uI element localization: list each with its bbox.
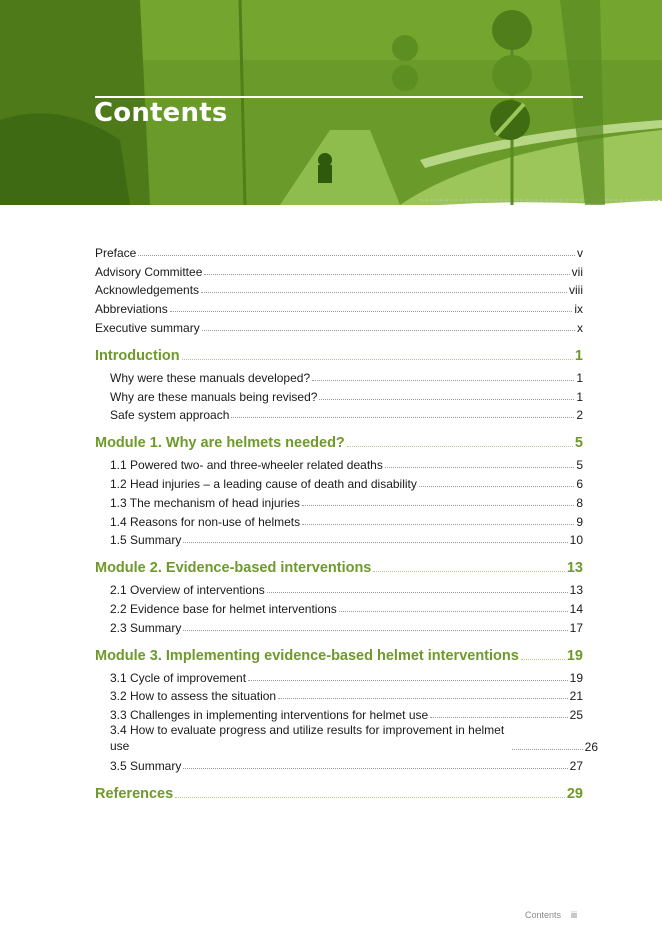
toc-section-label: Module 2. Evidence-based interventions [95, 560, 372, 577]
toc-entry-acknowledgements[interactable] [95, 279, 583, 298]
dot-leader [319, 399, 574, 400]
toc-section-label: References [95, 785, 174, 802]
dot-leader [204, 274, 569, 275]
toc-entry-page: 17 [569, 620, 583, 635]
dot-leader [183, 542, 567, 543]
toc-entry-executive-summary[interactable] [95, 316, 583, 335]
toc-entry[interactable] [95, 616, 583, 635]
dot-leader [183, 768, 567, 769]
toc-entry[interactable] [95, 472, 583, 491]
toc-entry[interactable] [95, 366, 583, 385]
toc-section-page: 13 [566, 560, 583, 577]
toc-entry[interactable] [95, 722, 598, 754]
dot-leader [430, 717, 567, 718]
dot-leader [385, 467, 574, 468]
toc-entry-label: 1.4 Reasons for non-use of helmets [110, 514, 301, 529]
toc-entry-page: 1 [576, 370, 583, 385]
toc-entry[interactable] [95, 703, 583, 722]
dot-leader [302, 505, 574, 506]
toc-entry-page: 14 [569, 601, 583, 616]
toc-entry-label: 1.1 Powered two- and three-wheeler related deaths [110, 458, 383, 473]
toc-entry-label: 3.4 How to evaluate progress and utilize results for improvement in helmet use [110, 723, 505, 754]
toc-entry-label: 1.2 Head injuries – a leading cause of death and disability [110, 476, 417, 491]
toc-entry[interactable] [95, 597, 583, 616]
dot-leader [183, 630, 567, 631]
toc-entry-label: Abbreviations [95, 302, 168, 317]
dot-leader [138, 255, 575, 256]
toc-entry-page: 27 [569, 758, 583, 773]
toc-entry-page: 2 [576, 408, 583, 423]
toc-entry-label: Why were these manuals developed? [110, 370, 311, 385]
table-of-contents [95, 241, 598, 804]
toc-entry-label: Advisory Committee [95, 264, 203, 279]
dot-leader [339, 611, 568, 612]
toc-entry-abbreviations[interactable] [95, 297, 583, 316]
toc-section-label: Module 1. Why are helmets needed? [95, 435, 345, 452]
dot-leader [248, 680, 568, 681]
page-title: Contents [94, 98, 228, 128]
toc-entry[interactable] [95, 385, 583, 404]
toc-entry-page: 26 [584, 740, 598, 755]
toc-entry-page: x [577, 320, 583, 335]
toc-entry[interactable] [95, 453, 583, 472]
dot-leader [175, 797, 565, 798]
toc-entry-label: Preface [95, 245, 137, 260]
toc-section-introduction[interactable] [95, 342, 583, 364]
toc-entry-page: 1 [576, 389, 583, 404]
dot-leader [267, 592, 568, 593]
toc-section-module-2[interactable] [95, 554, 583, 576]
dot-leader [521, 659, 565, 660]
toc-entry-page: 9 [576, 514, 583, 529]
dot-leader [201, 292, 567, 293]
toc-entry-label: 3.3 Challenges in implementing interventions for helmet use [110, 708, 429, 723]
toc-entry-label: 2.2 Evidence base for helmet interventions [110, 601, 337, 616]
toc-entry-label: Executive summary [95, 320, 200, 335]
toc-entry-label: 2.1 Overview of interventions [110, 583, 265, 598]
toc-entry-label: 2.3 Summary [110, 620, 182, 635]
footer-section-label: Contents [525, 910, 562, 920]
footer-page-number: iii [571, 910, 578, 920]
toc-entry-page: 8 [576, 495, 583, 510]
toc-entry-label: 3.1 Cycle of improvement [110, 670, 247, 685]
toc-entry-page: 19 [569, 670, 583, 685]
toc-entry-label: 1.3 The mechanism of head injuries [110, 495, 300, 510]
toc-entry-label: 3.2 How to assess the situation [110, 689, 277, 704]
toc-section-label: Module 3. Implementing evidence-based helmet interventions [95, 647, 519, 664]
toc-entry-label: 3.5 Summary [110, 758, 182, 773]
toc-section-page: 5 [574, 435, 583, 452]
toc-entry[interactable] [95, 404, 583, 423]
toc-section-page: 29 [566, 785, 583, 802]
toc-entry-preface[interactable] [95, 241, 583, 260]
dot-leader [373, 571, 564, 572]
toc-entry[interactable] [95, 754, 583, 773]
toc-section-module-1[interactable] [95, 429, 583, 451]
toc-section-module-3[interactable] [95, 642, 583, 664]
toc-entry[interactable] [95, 491, 583, 510]
dot-leader [512, 749, 583, 750]
toc-entry-page: 25 [569, 708, 583, 723]
toc-entry-page: 5 [576, 458, 583, 473]
toc-entry[interactable] [95, 685, 583, 704]
toc-entry[interactable] [95, 510, 583, 529]
header-banner [0, 0, 662, 210]
dot-leader [302, 524, 574, 525]
dot-leader [231, 417, 574, 418]
toc-entry-page: 6 [576, 476, 583, 491]
toc-entry-page: 13 [569, 583, 583, 598]
dot-leader [347, 446, 573, 447]
toc-entry-page: ix [574, 302, 583, 317]
toc-section-label: Introduction [95, 347, 180, 364]
page-footer [525, 910, 577, 920]
toc-entry-label: Why are these manuals being revised? [110, 389, 318, 404]
toc-entry[interactable] [95, 529, 583, 548]
dot-leader [312, 380, 574, 381]
toc-entry-label: Safe system approach [110, 408, 230, 423]
toc-section-page: 1 [574, 347, 583, 364]
dot-leader [202, 330, 575, 331]
toc-entry-advisory-committee[interactable] [95, 260, 583, 279]
dot-leader [170, 311, 573, 312]
toc-section-page: 19 [566, 647, 583, 664]
toc-entry-page: viii [569, 283, 583, 298]
toc-entry-page: 21 [569, 689, 583, 704]
toc-entry[interactable] [95, 578, 583, 597]
toc-entry[interactable] [95, 666, 583, 685]
toc-entry-page: vii [571, 264, 583, 279]
dot-leader [419, 486, 574, 487]
toc-entry-page: v [577, 245, 583, 260]
dot-leader [278, 698, 568, 699]
toc-entry-page: 10 [569, 533, 583, 548]
toc-section-references[interactable] [95, 780, 583, 802]
dot-leader [182, 359, 573, 360]
toc-entry-label: 1.5 Summary [110, 533, 182, 548]
toc-entry-label: Acknowledgements [95, 283, 200, 298]
